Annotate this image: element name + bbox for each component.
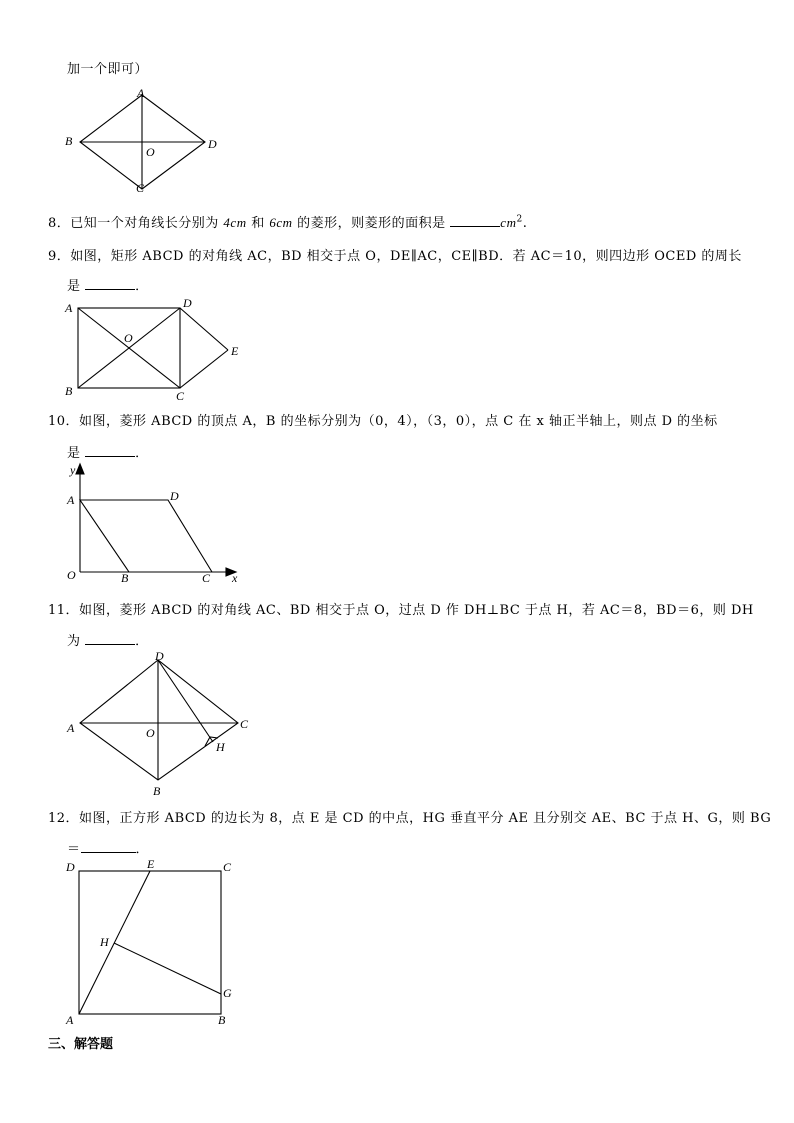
label-c: C (136, 181, 145, 195)
rhombus-abcd (80, 500, 212, 572)
figure-rhombus-q7 (60, 85, 230, 200)
question-9-line2: 是 ． (67, 279, 149, 294)
segment-hg (114, 943, 221, 994)
label-o: O (67, 568, 76, 582)
label-d: D (66, 860, 75, 874)
label-g: G (223, 986, 232, 1000)
label-c: C (176, 389, 185, 403)
segment-dh (158, 660, 213, 742)
question-11-line1: 11．如图，菱形 ABCD 的对角线 AC、BD 相交于点 O，过点 D 作 DH⊥BC 于点 H，若 AC＝8，BD＝6，则 DH (48, 603, 754, 618)
answer-blank-12[interactable] (81, 840, 136, 853)
figure-rectangle-q9 (60, 295, 260, 403)
answer-blank-9[interactable] (85, 277, 135, 290)
label-a: A (67, 493, 75, 507)
question-10-line2: 是 ． (67, 446, 149, 461)
label-b: B (218, 1013, 226, 1027)
label-b: B (153, 784, 161, 798)
segment-ae (79, 871, 150, 1014)
label-h: H (100, 935, 109, 949)
question-11-line2: 为 ． (67, 634, 149, 649)
label-y: y (70, 463, 76, 477)
rhombus-abcd (80, 660, 238, 780)
question-8: 8．已知一个对角线长分别为 4cm 和 6cm 的菱形，则菱形的面积是 $cm^2$. (48, 214, 528, 231)
label-b: B (65, 134, 73, 148)
segment-de (180, 308, 228, 350)
figure-rhombus-q11 (60, 649, 260, 798)
label-d: D (208, 137, 217, 151)
label-b: B (65, 384, 73, 398)
label-h: H (216, 740, 225, 754)
label-o: O (124, 331, 133, 345)
question-12-line1: 12．如图，正方形 ABCD 的边长为 8，点 E 是 CD 的中点，HG 垂直平分 AE 且分别交 AE、BC 于点 H、G，则 BG (48, 811, 772, 826)
section-heading-solutions: 三、解答题 (48, 1037, 114, 1052)
figure-square-q12 (60, 855, 260, 1030)
label-e: E (231, 344, 239, 358)
question-10-line1: 10．如图，菱形 ABCD 的顶点 A，B 的坐标分别为（0，4），（3，0），点 C 在 x 轴正半轴上，则点 D 的坐标 (48, 414, 718, 429)
label-a: A (137, 86, 145, 100)
figure-coordinate-q10 (60, 460, 260, 590)
label-o: O (146, 145, 155, 159)
label-d: D (170, 489, 179, 503)
label-o: O (146, 726, 155, 740)
label-a: A (66, 1013, 74, 1027)
label-d: D (155, 649, 164, 663)
question-9-line1: 9．如图，矩形 ABCD 的对角线 AC，BD 相交于点 O，DE∥AC，CE∥BD．若 AC＝10，则四边形 OCED 的周长 (48, 249, 742, 264)
question-12-line2: ＝ ． (67, 842, 150, 857)
answer-blank-11[interactable] (85, 632, 135, 645)
answer-blank-10[interactable] (85, 444, 135, 457)
answer-blank-8[interactable] (450, 214, 500, 227)
label-c: C (240, 717, 249, 731)
label-d: D (183, 296, 192, 310)
prev-question-tail: 加一个即可） (67, 62, 149, 77)
label-e: E (147, 857, 155, 871)
label-c: C (223, 860, 232, 874)
label-b: B (121, 571, 129, 585)
segment-ce (180, 350, 228, 388)
label-c: C (202, 571, 211, 585)
label-a: A (67, 721, 75, 735)
label-a: A (65, 301, 73, 315)
label-x: x (232, 571, 238, 585)
y-axis-arrow (76, 464, 84, 474)
